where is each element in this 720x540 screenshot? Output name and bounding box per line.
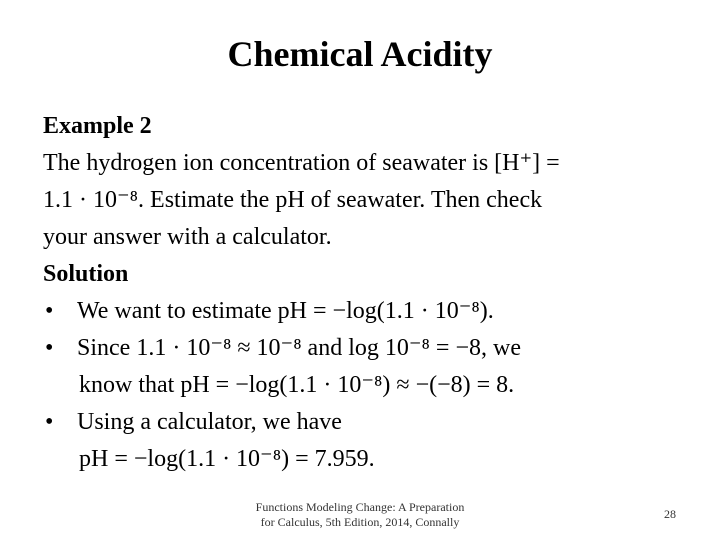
problem-line-2: 1.1 · 10⁻⁸. Estimate the pH of seawater. Then check (43, 187, 543, 213)
footer-line-1: Functions Modeling Change: A Preparation (255, 500, 465, 514)
bullet-item-2 (43, 330, 683, 367)
example-heading: Example 2 (43, 113, 152, 139)
problem-line-1: The hydrogen ion concentration of seawater is [H⁺] = (43, 150, 560, 176)
bullet-dot: • (45, 335, 54, 361)
bullet-continuation: pH = −log(1.1 · 10⁻⁸) = 7.959. (79, 446, 375, 472)
page-number: 28 (664, 507, 676, 521)
solution-heading: Solution (43, 261, 129, 287)
bullet-item-3 (43, 404, 683, 441)
bullet-continuation: know that pH = −log(1.1 · 10⁻⁸) ≈ −(−8) = 8. (79, 372, 515, 398)
bullet-dot: • (45, 409, 54, 435)
slide-body (43, 108, 683, 478)
bullet-text: Since 1.1 · 10⁻⁸ ≈ 10⁻⁸ and log 10⁻⁸ = −8, we (77, 335, 521, 361)
bullet-text: Using a calculator, we have (77, 409, 342, 435)
slide-title: Chemical Acidity (227, 34, 493, 74)
problem-line-3: your answer with a calculator. (43, 224, 332, 250)
bullet-text: We want to estimate pH = −log(1.1 · 10⁻⁸). (77, 298, 494, 324)
footer-line-2: for Calculus, 5th Edition, 2014, Connally (260, 515, 460, 529)
bullet-item-1 (43, 293, 683, 330)
bullet-dot: • (45, 298, 54, 324)
footer-citation (200, 500, 520, 530)
